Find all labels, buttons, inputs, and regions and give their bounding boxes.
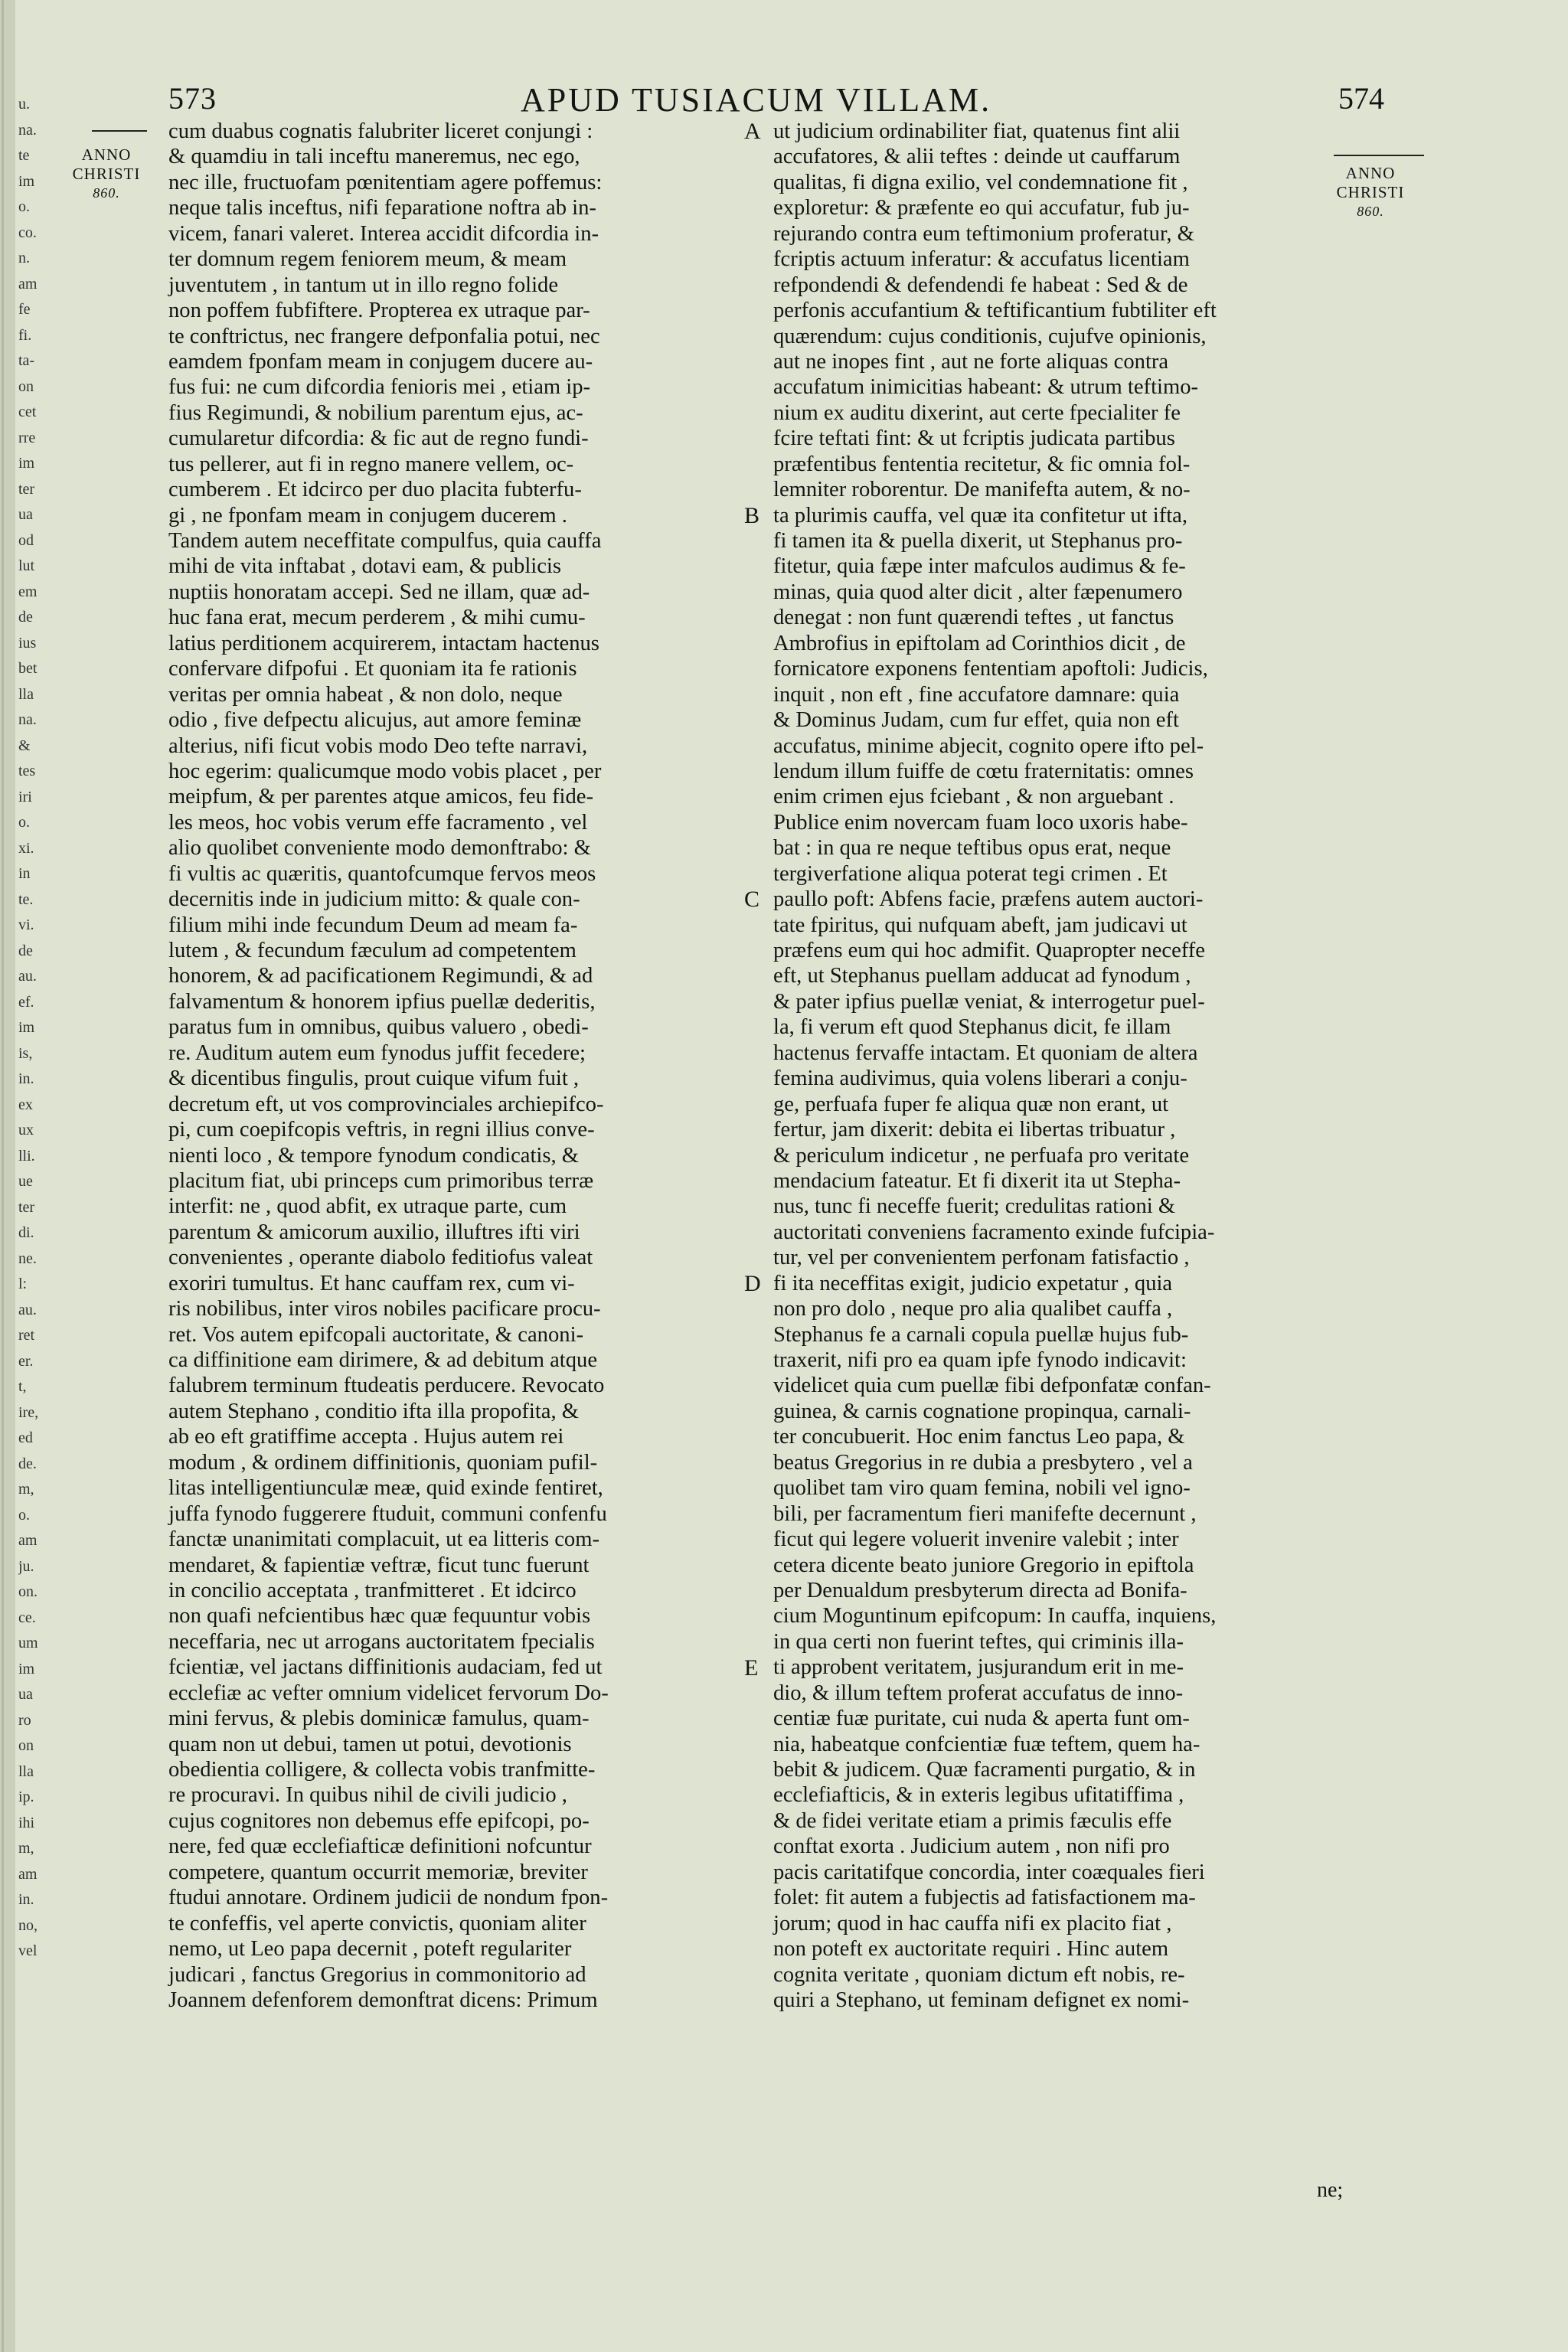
left-column-line: fcientiæ, vel jactans diffinitionis audaciam, fed ut	[168, 1655, 603, 1680]
right-column-line: & periculum indicetur , ne perfuafa pro veritate	[773, 1143, 1190, 1168]
facing-page-fragment: am	[18, 275, 38, 292]
facing-page-fragment: ua	[18, 506, 33, 523]
margin-rule-left	[92, 130, 147, 132]
left-column-line: fi vultis ac quæritis, quantofcumque fervos meos	[168, 861, 596, 886]
right-column-line: præfentibus fententia recitetur, & fic omnia fol-	[773, 452, 1191, 476]
right-column-line: Stephanus fe a carnali copula puellæ hujus fub-	[773, 1322, 1189, 1347]
left-column-line: huc fana erat, mecum perderem , & mihi cumu-	[168, 606, 586, 630]
right-column-line: & pater ipfius puellæ veniat, & interrogetur puel-	[773, 989, 1205, 1014]
right-column-line: accufatum inimicitias habeant: & utrum teftimo-	[773, 375, 1199, 400]
facing-page-fragment: ter	[18, 480, 35, 498]
right-column-line: fi tamen ita & puella dixerit, ut Stephanus pro-	[773, 529, 1183, 553]
margin-note-year: 860.	[93, 185, 120, 201]
right-column-line: pacis caritatifque concordia, inter coæquales fieri	[773, 1860, 1205, 1884]
left-column-line: latius perditionem acquirerem, intactam hactenus	[168, 631, 599, 655]
left-column-line: convenientes , operante diabolo feditiofus valeat	[168, 1246, 593, 1270]
section-marker-c: C	[744, 887, 760, 912]
facing-page-fragment: on	[18, 377, 34, 395]
facing-page-fragment: ip.	[18, 1788, 34, 1805]
right-column-line: bili, per facramentum fieri manifefte decernunt ,	[773, 1501, 1197, 1526]
facing-page-fragment: lla	[18, 1762, 34, 1780]
right-column-line: ti approbent veritatem, jusjurandum erit in me-	[773, 1655, 1184, 1680]
left-column-line: mihi de vita inftabat , dotavi eam, & publicis	[168, 554, 561, 579]
right-column-line: bebit & judicem. Quæ facramenti purgatio, & in	[773, 1758, 1196, 1782]
facing-page-fragment: o.	[18, 198, 30, 215]
left-column-line: eamdem fponfam meam in conjugem ducere au-	[168, 349, 593, 374]
right-column-line: ta plurimis cauffa, vel quæ ita confitetur ut ifta,	[773, 503, 1188, 528]
left-column-line: decretum eft, ut vos comprovinciales archiepifco-	[168, 1092, 604, 1116]
right-column-line: traxerit, nifi pro ea quam ipfe fynodo indicavit:	[773, 1348, 1187, 1372]
left-column-line: les meos, hoc vobis verum effe facramento , vel	[168, 810, 588, 835]
gutter-shadow	[2, 0, 4, 2352]
facing-page-fragment: ex	[18, 1096, 33, 1113]
right-column-line: Publice enim novercam fuam loco uxoris habe-	[773, 810, 1188, 835]
right-column-line: quærendum: cujus conditionis, cujufve opinionis,	[773, 324, 1207, 348]
facing-page-fragment: di.	[18, 1224, 34, 1241]
right-column-line: guinea, & carnis cognatione propinqua, carnali-	[773, 1399, 1191, 1423]
left-column-line: Tandem autem neceffitate compulfus, quia cauffa	[168, 529, 602, 553]
left-column-line: ter domnum regem feniorem meum, & meam	[168, 247, 567, 272]
left-column-line: cujus cognitores non debemus effe epifcopi, po-	[168, 1808, 590, 1833]
facing-page-fragment: vel	[18, 1942, 38, 1959]
left-column-line: re. Auditum autem eum fynodus juffit fecedere;	[168, 1040, 586, 1065]
left-column-line: tus pellerer, aut fi in regno manere vellem, oc-	[168, 452, 574, 476]
facing-page-fragment: fe	[18, 301, 31, 318]
facing-page-fragment: um	[18, 1635, 38, 1651]
left-column-line: judicari , fanctus Gregorius in commonitorio ad	[168, 1962, 586, 1987]
page-number-left: 573	[168, 81, 217, 116]
page-number-right: 574	[1338, 81, 1384, 116]
right-column-line: tergiverfatione aliqua poterat tegi crimen . Et	[773, 861, 1168, 886]
right-column-line: ter concubuerit. Hoc enim fanctus Leo papa, &	[773, 1425, 1185, 1449]
right-column-line: denegat : non funt quærendi teftes , ut fanctus	[773, 606, 1174, 630]
right-column-line: perfonis accufantium & teftificantium fubtiliter eft	[773, 299, 1217, 323]
facing-page-fragment: ue	[18, 1173, 33, 1190]
left-column-line: quam non ut debui, tamen ut potui, devotionis	[168, 1732, 572, 1756]
right-column-line: auctoritati conveniens facramento exinde fufcipia-	[773, 1220, 1215, 1244]
right-column-line: cetera dicente beato juniore Gregorio in epiftola	[773, 1553, 1194, 1577]
right-column-line: femina audivimus, quia volens liberari a conju-	[773, 1067, 1187, 1091]
facing-page-fragment: te.	[18, 890, 34, 908]
facing-page-fragment: ret	[18, 1327, 35, 1344]
left-column-line: paratus fum in omnibus, quibus valuero , obedi-	[168, 1015, 589, 1040]
facing-page-fragment: im	[18, 1660, 35, 1677]
facing-page-fragment: ro	[18, 1711, 31, 1729]
facing-page-fragment: im	[18, 455, 35, 472]
right-column-line: nium ex auditu dixerint, aut certe fpecialiter fe	[773, 400, 1181, 425]
left-column-line: competere, quantum occurrit memoriæ, breviter	[168, 1860, 588, 1884]
facing-page-fragment: ihi	[18, 1814, 35, 1831]
facing-page-fragment: vi.	[18, 916, 34, 933]
right-column-line: conftat exorta . Judicium autem , non nifi pro	[773, 1834, 1170, 1859]
left-column-line: juventutem , in tantum ut in illo regno folide	[168, 273, 559, 297]
left-column-line: autem Stephano , conditio ifta illa propofita, &	[168, 1399, 580, 1423]
left-column-line: decernitis inde in judicium mitto: & quale con-	[168, 887, 580, 912]
margin-note-christi: CHRISTI	[1336, 183, 1405, 201]
left-column-line: te conftrictus, nec frangere defponfalia potui, nec	[168, 324, 600, 348]
left-column-line: litas intelligentiunculæ meæ, quid exinde fentiret,	[168, 1476, 603, 1501]
left-column-line: honorem, & ad pacificationem Regimundi, & ad	[168, 964, 593, 988]
right-column-line: & de fidei veritate etiam a primis fæculis effe	[773, 1808, 1172, 1833]
right-column-line: beatus Gregorius in re dubia a presbytero , vel a	[773, 1450, 1193, 1475]
facing-page-fragment: m,	[18, 1481, 34, 1498]
left-column-line: veritas per omnia habeat , & non dolo, neque	[168, 682, 563, 707]
section-marker-d: D	[744, 1271, 761, 1296]
left-column-line: nienti loco , & tempore fynodum condicatis, &	[168, 1143, 580, 1168]
right-column-line: minas, quia quod alter dicit , alter fæpenumero	[773, 580, 1183, 604]
right-column-line: refpondendi & defendendi fe habeat : Sed & de	[773, 273, 1188, 297]
margin-note-anno: ANNO	[81, 145, 132, 164]
right-column-line: hactenus fervaffe intactam. Et quoniam de altera	[773, 1040, 1198, 1065]
right-column-line: jorum; quod in hac cauffa nifi ex placito fiat ,	[773, 1911, 1172, 1936]
right-column-line: tate fpiritus, qui nufquam abeft, jam judicavi ut	[773, 913, 1187, 937]
facing-page-fragment: ua	[18, 1686, 33, 1703]
right-column-line: ge, perfuafa fuper fe aliqua quæ non erant, ut	[773, 1092, 1169, 1116]
right-column-line: fcire teftati fint: & ut fcriptis judicata partibus	[773, 426, 1175, 451]
facing-page-fragment: am	[18, 1532, 38, 1549]
right-column-line: & Dominus Judam, cum fur effet, quia non eft	[773, 708, 1179, 733]
left-column-line: ris nobilibus, inter viros nobiles pacificare procu-	[168, 1297, 601, 1321]
left-column-line: nec ille, fructuofam pœnitentiam agere poffemus:	[168, 170, 603, 194]
left-column-line: alterius, nifi ficut vobis modo Deo tefte narravi,	[168, 733, 588, 758]
right-column-line: lendum illum fuiffe de cœtu fraternitatis: omnes	[773, 759, 1194, 783]
facing-page-fragment: is,	[18, 1044, 33, 1062]
facing-page-fragment: fi.	[18, 326, 32, 344]
right-column-line: cognita veritate , quoniam dictum eft nobis, re-	[773, 1962, 1185, 1987]
facing-page-fragment: im	[18, 1019, 35, 1036]
left-column-line: lutem , & fecundum fæculum ad competentem	[168, 939, 577, 962]
right-column-line: Ambrofius in epiftolam ad Corinthios dicit , de	[773, 631, 1186, 655]
right-column-line: præfens eum qui hoc admifit. Quapropter neceffe	[773, 939, 1206, 962]
left-column-line: non poffem fubfiftere. Propterea ex utraque par-	[168, 299, 590, 323]
right-column-line: accufatores, & alii teftes : deinde ut cauffarum	[773, 145, 1181, 169]
facing-page-fragment: no,	[18, 1916, 38, 1934]
right-column-line: bat : in qua re neque teftibus opus erat, neque	[773, 836, 1171, 861]
facing-page-fragments	[18, 92, 64, 1965]
right-column-line: non pro dolo , neque pro alia qualibet cauffa ,	[773, 1297, 1173, 1321]
right-column-line: nia, habeatque confcientiæ fuæ teftem, quem ha-	[773, 1732, 1200, 1756]
left-column-line: exoriri tumultus. Et hanc cauffam rex, cum vi-	[168, 1271, 575, 1295]
facing-page-fragment: n.	[18, 250, 30, 266]
facing-page-fragment: tes	[18, 763, 36, 779]
section-marker-b: B	[744, 503, 760, 528]
left-column-line: ftudui annotare. Ordinem judicii de nondum fpon-	[168, 1886, 609, 1910]
right-column-line: enim crimen ejus fciebant , & non arguebant .	[773, 785, 1174, 809]
facing-page-fragment: &	[18, 737, 31, 754]
left-column-line: modum , & ordinem diffinitionis, quoniam pufil-	[168, 1450, 598, 1475]
section-marker-e: E	[744, 1655, 759, 1681]
margin-note-year: 860.	[1357, 204, 1384, 219]
left-column-line: obedientia colligere, & collecta vobis tranfmitte-	[168, 1758, 596, 1782]
left-column-line: parentum & amicorum auxilio, illuftres ifti viri	[168, 1220, 580, 1244]
left-column-line: in concilio acceptata , tranfmitteret . Et idcirco	[168, 1578, 577, 1602]
facing-page-fragment: de	[18, 609, 33, 626]
right-column-line: fertur, jam dixerit: debita ei libertas tribuatur ,	[773, 1118, 1176, 1142]
right-column-line: quiri a Stephano, ut feminam defignet ex nomi-	[773, 1988, 1190, 2012]
left-column-line: cumberem . Et idcirco per duo placita fubterfu-	[168, 478, 582, 502]
facing-page-fragment: ne.	[18, 1250, 37, 1267]
right-column-line: accufatus, minime abjecit, cognito opere ifto pel-	[773, 733, 1204, 758]
right-column-line: eft, ut Stephanus puellam adducat ad fynodum ,	[773, 964, 1191, 988]
left-column-line: mini fervus, & plebis dominicæ famulus, quam-	[168, 1707, 590, 1731]
right-column-line: rejurando contra eum teftimonium proferatur, &	[773, 221, 1194, 246]
left-column-line: confervare difpofui . Et quoniam ita fe rationis	[168, 657, 577, 681]
facing-page-fragment: u.	[18, 96, 30, 113]
left-column-line: ab eo eft gratiffime accepta . Hujus autem rei	[168, 1425, 564, 1449]
facing-page-fragment: on	[18, 1737, 34, 1754]
facing-page-fragment: lli.	[18, 1147, 35, 1165]
facing-page-fragment: l:	[18, 1276, 28, 1292]
left-column-line: pi, cum coepifcopis veftris, in regni illius conve-	[168, 1118, 595, 1142]
facing-page-fragment: co.	[18, 224, 37, 241]
right-column-line: inquit , non eft , fine accufatore damnare: quia	[773, 682, 1180, 707]
running-title: APUD TUSIACUM VILLAM.	[521, 81, 992, 119]
left-column-line: juffa fynodo fuggerere ftuduit, communi confenfu	[168, 1501, 607, 1526]
right-column-line: ut judicium ordinabiliter fiat, quatenus fint alii	[773, 119, 1181, 143]
section-marker-a: A	[744, 119, 761, 144]
right-column-line: dio, & illum teftem proferat accufatus de inno-	[773, 1681, 1184, 1705]
facing-page-fragment: xi.	[18, 839, 34, 857]
left-column-line: ret. Vos autem epifcopali auctoritate, & canoni-	[168, 1322, 584, 1347]
left-column-line: gi , ne fponfam meam in conjugem ducerem .	[168, 503, 567, 528]
facing-page-fragment: ef.	[18, 993, 34, 1011]
right-column-line: per Denualdum presbyterum directa ad Bonifa-	[773, 1578, 1187, 1602]
facing-page-fragment: em	[18, 583, 38, 600]
right-column-line: lemniter roborentur. De manifefta autem, & no-	[773, 478, 1191, 502]
left-column-line: interfit: ne , quod abfit, ex utraque parte, cum	[168, 1194, 567, 1219]
facing-page-fragment: ce.	[18, 1609, 36, 1626]
facing-page-fragment: m,	[18, 1840, 34, 1857]
facing-page-fragment: au.	[18, 1301, 37, 1318]
facing-page-fragment: o.	[18, 814, 30, 831]
text-column-left	[168, 119, 758, 2013]
left-column-line: Joannem defenforem demonftrat dicens: Primum	[168, 1988, 598, 2012]
text-column-right	[773, 119, 1363, 2013]
right-column-line: folet: fit autem a fubjectis ad fatisfactionem ma-	[773, 1886, 1196, 1910]
left-column-line: neceffaria, nec ut arrogans auctoritatem fpecialis	[168, 1629, 595, 1654]
left-column-line: odio , five defpectu alicujus, aut amore feminæ	[168, 708, 582, 733]
left-column-line: ca diffinitione eam dirimere, & ad debitum atque	[168, 1348, 598, 1372]
facing-page-fragment: im	[18, 172, 35, 190]
left-column-line: vicem, fanari valeret. Interea accidit difcordia in-	[168, 221, 599, 246]
right-column-line: fornicatore exponens fententiam apoftoli: Judicis,	[773, 657, 1208, 681]
facing-page-fragment: er.	[18, 1352, 34, 1370]
margin-note-left	[72, 145, 141, 203]
left-column-line: falvamentum & honorem ipfius puellæ dederitis,	[168, 989, 596, 1014]
right-column-line: aut ne inopes fint , aut ne forte aliquas contra	[773, 349, 1169, 374]
facing-page-fragment: de	[18, 942, 33, 959]
right-column-line: tur, vel per convenientem perfonam fatisfactio ,	[773, 1246, 1190, 1270]
left-column-line: fus fui: ne cum difcordia fenioris mei , etiam ip-	[168, 375, 591, 400]
left-column-line: cum duabus cognatis falubriter liceret conjungi :	[168, 119, 593, 143]
facing-page-fragment: cet	[18, 403, 37, 420]
left-column-line: placitum fiat, ubi princeps cum primoribus terræ	[168, 1168, 594, 1193]
right-column-line: fitetur, quia fæpe inter mafculos audimus & fe-	[773, 554, 1186, 579]
right-column-line: in qua certi non fuerint teftes, qui criminis illa-	[773, 1629, 1184, 1654]
left-column-line: fius Regimundi, & nobilium parentum ejus, ac-	[168, 400, 583, 425]
facing-page-fragment: ju.	[18, 1557, 34, 1575]
left-column-line: & quamdiu in tali inceftu maneremus, nec ego,	[168, 145, 580, 169]
left-column-line: ecclefiæ ac vefter omnium videlicet fervorum Do-	[168, 1681, 609, 1705]
right-column-line: centiæ fuæ puritate, cui nuda & aperta funt om-	[773, 1707, 1190, 1731]
right-column-line: la, fi verum eft quod Stephanus dicit, fe illam	[773, 1015, 1171, 1040]
left-column-line: cumularetur difcordia: & fic aut de regno fundi-	[168, 426, 589, 451]
facing-page-fragment: in.	[18, 1891, 34, 1908]
left-column-line: nemo, ut Leo papa decernit , poteft regulariter	[168, 1937, 572, 1962]
right-column-line: qualitas, fi digna exilio, vel condemnatione fit ,	[773, 170, 1188, 194]
book-gutter	[0, 0, 17, 2352]
left-column-line: meipfum, & per parentes atque amicos, feu fide-	[168, 785, 593, 809]
facing-page-fragment: te	[18, 147, 30, 164]
left-column-line: alio quolibet conveniente modo demonftrabo: &	[168, 836, 591, 861]
left-column-line: te confeffis, vel aperte convictis, quoniam aliter	[168, 1911, 586, 1936]
right-column-line: fcriptis actuum inferatur: & accufatus licentiam	[773, 247, 1190, 272]
facing-page-fragment: ius	[18, 634, 37, 652]
right-column-line: paullo poft: Abfens facie, præfens autem auctori-	[773, 887, 1204, 912]
catchword: ne;	[1317, 2178, 1344, 2202]
right-column-line: exploretur: & præfente eo qui accufatur, fub ju-	[773, 196, 1190, 220]
running-header	[168, 80, 1384, 119]
facing-page-fragment: lla	[18, 685, 34, 703]
facing-page-fragment: na.	[18, 121, 37, 139]
facing-page-fragment: iri	[18, 788, 32, 805]
facing-page-fragment: ux	[18, 1122, 34, 1138]
facing-page-fragment: ire,	[18, 1403, 39, 1421]
facing-page-fragment: am	[18, 1865, 38, 1883]
facing-page-fragment: au.	[18, 968, 37, 985]
facing-page-fragment: ter	[18, 1198, 35, 1216]
facing-page-fragment: bet	[18, 660, 38, 677]
right-column-line: videlicet quia cum puellæ fibi defponfatæ confan-	[773, 1374, 1211, 1398]
facing-page-fragment: od	[18, 531, 34, 549]
facing-page-fragment: lut	[18, 557, 35, 574]
facing-page-fragment: de.	[18, 1455, 37, 1472]
facing-page-fragment: ta-	[18, 352, 35, 369]
left-column-line: falubrem terminum ftudeatis perducere. Revocato	[168, 1374, 605, 1398]
left-column-line: & dicentibus fingulis, prout cuique vifum fuit ,	[168, 1067, 580, 1091]
right-column-line: ecclefiafticis, & in exteris legibus ufitatiffima ,	[773, 1783, 1184, 1808]
facing-page-fragment: o.	[18, 1506, 30, 1524]
right-column-line: quolibet tam viro quam femina, nobili vel igno-	[773, 1476, 1191, 1501]
left-column-line: hoc egerim: qualicumque modo vobis placet , per	[168, 759, 602, 783]
facing-page-fragment: t,	[18, 1378, 27, 1395]
facing-page-fragment: ed	[18, 1429, 33, 1446]
left-column-line: re procuravi. In quibus nihil de civili judicio ,	[168, 1783, 567, 1808]
left-column-line: fanctæ unanimitati complacuit, ut ea litteris com-	[168, 1527, 599, 1552]
left-column-line: non quafi nefcientibus hæc quæ fequuntur vobis	[168, 1604, 591, 1628]
facing-page-fragment: in.	[18, 1070, 34, 1087]
right-column-line: cium Moguntinum epifcopum: In cauffa, inquiens,	[773, 1604, 1217, 1628]
right-column-line: fi ita neceffitas exigit, judicio expetatur , quia	[773, 1271, 1173, 1295]
left-column-line: nuptiis honoratam accepi. Sed ne illam, quæ ad-	[168, 580, 590, 604]
facing-page-fragment: na.	[18, 711, 37, 728]
margin-note-christi: CHRISTI	[72, 165, 141, 183]
margin-note-anno: ANNO	[1345, 164, 1396, 182]
left-column-line: nere, fed quæ ecclefiafticæ definitioni nofcuntur	[168, 1834, 592, 1859]
right-column-line: mendacium fateatur. Et fi dixerit ita ut Stepha-	[773, 1168, 1181, 1193]
facing-page-fragment: in	[18, 865, 31, 882]
facing-page-fragment: rre	[18, 429, 36, 446]
left-column-line: filium mihi inde fecundum Deum ad meam fa-	[168, 913, 578, 937]
right-column-line: non poteft ex auctoritate requiri . Hinc autem	[773, 1937, 1169, 1962]
right-column-line: nus, tunc fi neceffe fuerit; credulitas rationi &	[773, 1194, 1176, 1219]
left-column-line: neque talis inceftus, nifi feparatione noftra ab in-	[168, 196, 596, 220]
right-column-line: ficut qui legere voluerit invenire valebit ; inter	[773, 1527, 1179, 1552]
facing-page-fragment: on.	[18, 1583, 38, 1600]
left-column-line: mendaret, & fapientiæ veftræ, ficut tunc fuerunt	[168, 1553, 590, 1577]
